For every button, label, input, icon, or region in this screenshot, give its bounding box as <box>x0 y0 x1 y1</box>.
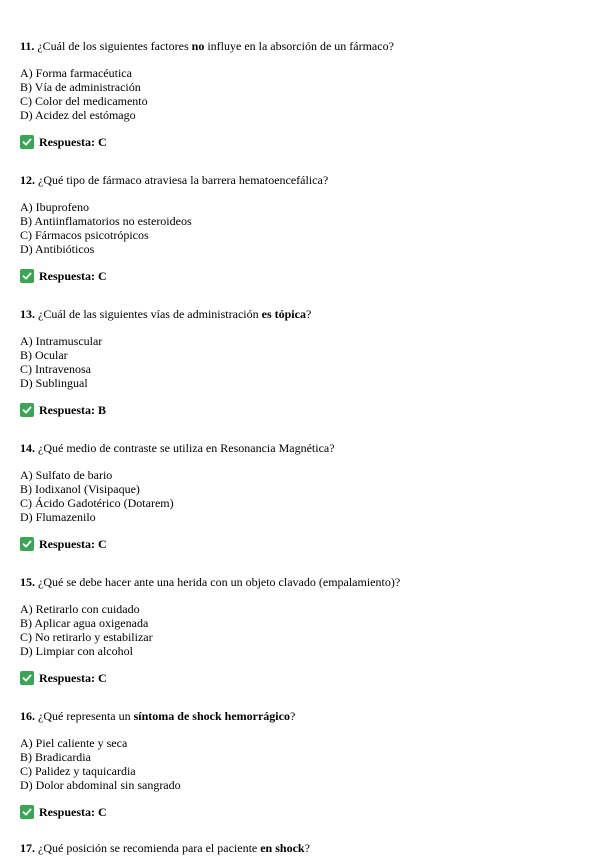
options-list <box>20 736 295 792</box>
question-emphasis: síntoma de shock hemorrágico <box>133 709 290 723</box>
question-title <box>20 441 335 456</box>
options-list <box>20 334 311 390</box>
option-b: B) Vía de administración <box>20 80 141 94</box>
question-number: 13. <box>20 307 35 321</box>
option-a: A) Ibuprofeno <box>20 200 89 214</box>
answer-label: Respuesta: C <box>39 671 107 685</box>
check-mark-icon <box>20 805 34 819</box>
option-a: A) Intramuscular <box>20 334 103 348</box>
question-text: ¿Cuál de las siguientes vías de administración <box>38 307 259 321</box>
option-d: D) Antibióticos <box>20 242 95 256</box>
question-text-end: ? <box>305 307 312 321</box>
option-d: D) Dolor abdominal sin sangrado <box>20 778 181 792</box>
option-a: A) Piel caliente y seca <box>20 736 128 750</box>
question-number: 12. <box>20 173 35 187</box>
question-title <box>20 709 295 724</box>
option-c: C) Ácido Gadotérico (Dotarem) <box>20 496 174 510</box>
question-number: 14. <box>20 441 35 455</box>
question-emphasis: es tópica <box>261 307 306 321</box>
question-number: 17. <box>20 841 35 855</box>
question-text: ¿Qué posición se recomienda para el paciente <box>38 841 258 855</box>
options-list <box>20 200 328 256</box>
answer-line <box>20 804 295 820</box>
answer-line <box>20 402 311 418</box>
question-block <box>20 841 310 856</box>
question-title <box>20 575 400 590</box>
check-mark-icon <box>20 537 34 551</box>
option-d: D) Acidez del estómago <box>20 108 136 122</box>
question-number: 11. <box>20 39 35 53</box>
question-block <box>20 173 328 284</box>
question-number: 16. <box>20 709 35 723</box>
option-c: C) Color del medicamento <box>20 94 148 108</box>
options-list <box>20 468 335 524</box>
question-text-end: ? <box>304 841 310 855</box>
option-c: C) Intravenosa <box>20 362 91 376</box>
option-a: A) Forma farmacéutica <box>20 66 132 80</box>
question-text: ¿Qué se debe hacer ante una herida con un objeto clavado (empalamiento)? <box>38 575 401 589</box>
question-number: 15. <box>20 575 35 589</box>
option-b: B) Aplicar agua oxigenada <box>20 616 149 630</box>
question-text-end: influye en la absorción de un fármaco? <box>207 39 394 53</box>
check-mark-icon <box>20 135 34 149</box>
answer-line <box>20 536 335 552</box>
question-title <box>20 307 311 322</box>
question-text-end: ? <box>289 709 296 723</box>
question-emphasis: no <box>191 39 205 53</box>
answer-line <box>20 670 400 686</box>
answer-line <box>20 268 328 284</box>
option-b: B) Iodixanol (Visipaque) <box>20 482 140 496</box>
option-d: D) Limpiar con alcohol <box>20 644 133 658</box>
question-text: ¿Qué medio de contraste se utiliza en Resonancia Magnética? <box>38 441 335 455</box>
question-block <box>20 307 311 418</box>
question-title <box>20 173 328 188</box>
answer-label: Respuesta: C <box>39 805 107 819</box>
answer-label: Respuesta: C <box>39 135 107 149</box>
option-b: B) Bradicardia <box>20 750 91 764</box>
option-d: D) Sublingual <box>20 376 88 390</box>
answer-label: Respuesta: C <box>39 269 107 283</box>
question-text: ¿Cuál de los siguientes factores <box>37 39 189 53</box>
option-b: B) Ocular <box>20 348 68 362</box>
option-b: B) Antiinflamatorios no esteroideos <box>20 214 192 228</box>
check-mark-icon <box>20 671 34 685</box>
question-emphasis: en shock <box>260 841 305 855</box>
answer-label: Respuesta: C <box>39 537 107 551</box>
option-a: A) Sulfato de bario <box>20 468 113 482</box>
check-mark-icon <box>20 269 34 283</box>
question-title <box>20 39 394 54</box>
answer-line <box>20 134 394 150</box>
question-block <box>20 575 400 686</box>
question-block <box>20 709 295 820</box>
option-c: C) No retirarlo y estabilizar <box>20 630 153 644</box>
check-mark-icon <box>20 403 34 417</box>
question-block <box>20 39 394 150</box>
question-text: ¿Qué tipo de fármaco atraviesa la barrera hematoencefálica? <box>38 173 329 187</box>
option-a: A) Retirarlo con cuidado <box>20 602 140 616</box>
options-list <box>20 66 394 122</box>
option-d: D) Flumazenilo <box>20 510 96 524</box>
question-block <box>20 441 335 552</box>
option-c: C) Fármacos psicotrópicos <box>20 228 149 242</box>
question-title <box>20 841 310 856</box>
options-list <box>20 602 400 658</box>
question-text: ¿Qué representa un <box>38 709 131 723</box>
option-c: C) Palidez y taquicardia <box>20 764 136 778</box>
answer-label: Respuesta: B <box>39 403 107 417</box>
